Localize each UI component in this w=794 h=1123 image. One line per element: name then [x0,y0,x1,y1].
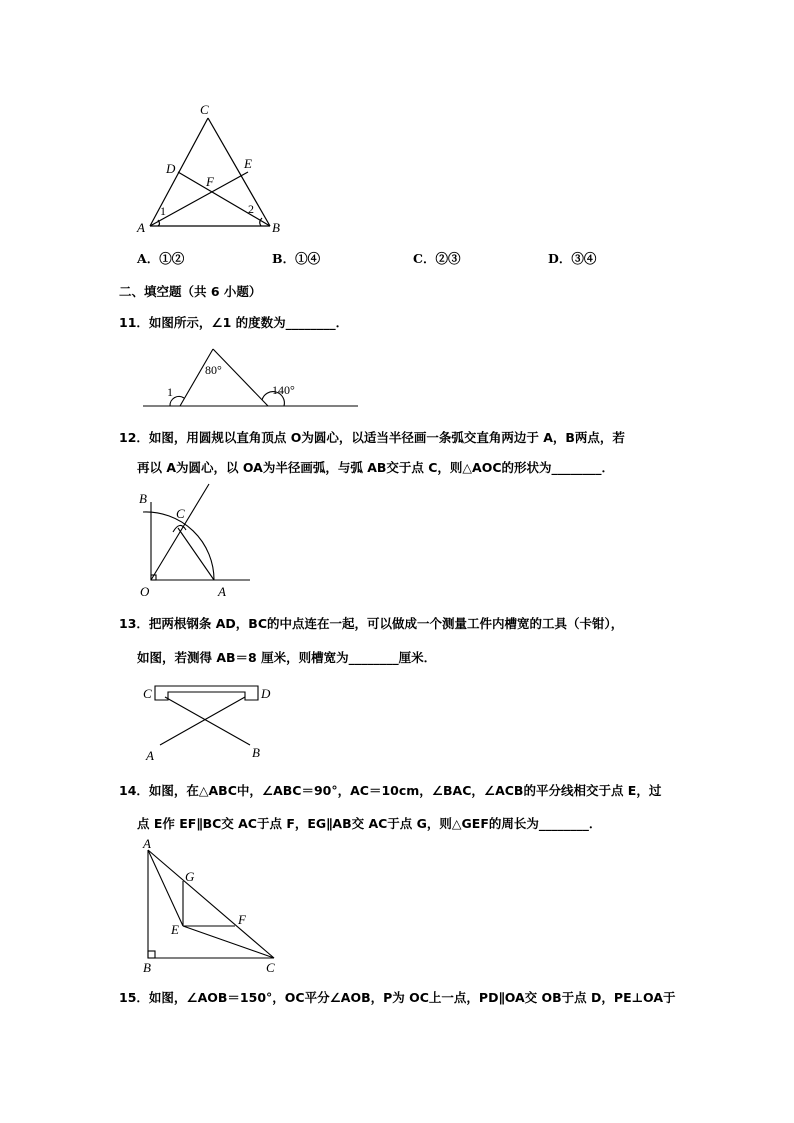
fig14-label-E: E [171,922,179,937]
question-13-line1: 13．把两根钢条 AD，BC的中点连在一起，可以做成一个测量工件内槽宽的工具（卡钳）， [119,616,624,631]
option-d: D．③④ [548,251,597,266]
fig14-label-G: G [185,869,195,884]
question-12-line1: 12．如图，用圆规以直角顶点 O为圆心，以适当半径画一条弧交直角两边于 A，B两点，若 [119,430,625,445]
question-15-line1: 15．如图，∠AOB＝150°，OC平分∠AOB，P为 OC上一点，PD∥OA交 OB于点 D，PE⊥OA于 [119,990,676,1005]
fig10-label-2: 2 [248,202,254,216]
fig10-label-E: E [244,156,252,171]
question-12-line2: 再以 A为圆心，以 OA为半径画弧，与弧 AB交于点 C，则△AOC的形状为________． [137,460,615,475]
q11-angle-1: 1 [167,385,173,399]
fig10-label-D: D [166,161,176,176]
section-heading: 二、填空题（共 6 小题） [119,284,262,299]
fig14-label-B: B [143,960,151,975]
fig13-label-C: C [143,686,152,701]
option-c: C．②③ [413,251,461,266]
fig10-label-F: F [206,174,214,189]
fig10-label-B: B [272,220,280,235]
q11-angle-140: 140° [272,383,295,397]
fig10-label-1: 1 [160,204,166,218]
question-13-line2: 如图，若测得 AB＝8 厘米，则槽宽为________厘米． [137,650,437,665]
fig12-label-A: A [218,584,226,599]
fig14-label-A: A [143,836,151,851]
fig10-label-A: A [137,220,145,235]
question-14-line1: 14．如图，在△ABC中，∠ABC＝90°，AC＝10cm，∠BAC，∠ACB的平分线相交于点 E，过 [119,783,662,798]
fig12-label-O: O [140,584,150,599]
fig13-label-D: D [261,686,271,701]
fig10-label-C: C [200,102,209,117]
question-11: 11．如图所示，∠1 的度数为________． [119,315,349,330]
fig13-label-B: B [252,745,260,760]
q11-angle-80: 80° [205,363,222,377]
fig14-label-C: C [266,960,275,975]
fig13-label-A: A [146,748,154,763]
fig14-label-F: F [238,912,246,927]
option-b: B．①④ [272,251,321,266]
question-14-line2: 点 E作 EF∥BC交 AC于点 F，EG∥AB交 AC于点 G，则△GEF的周长为________． [137,816,602,831]
fig12-label-B: B [139,491,147,506]
fig12-label-C: C [176,506,185,521]
option-a: A．①② [137,251,185,266]
